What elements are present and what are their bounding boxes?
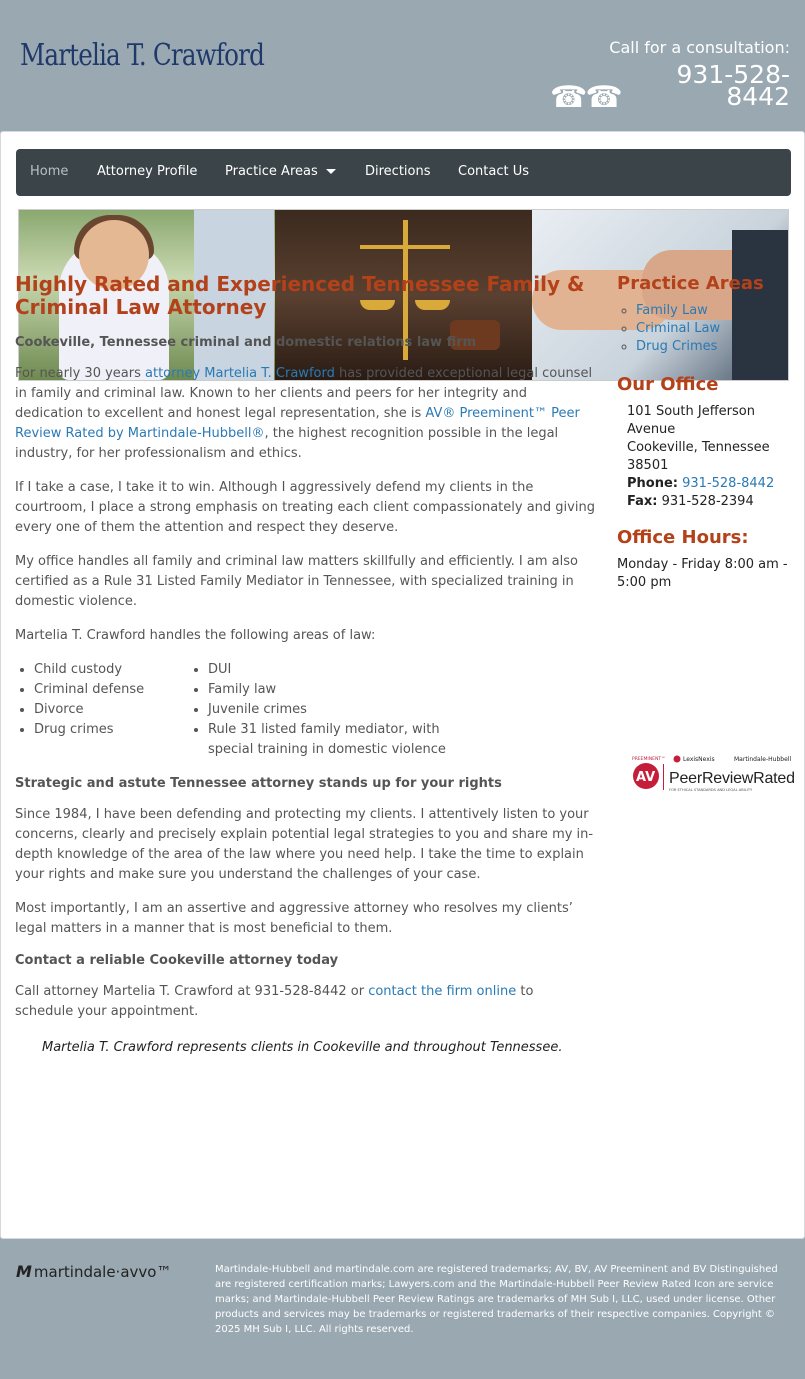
paragraph-win: If I take a case, I take it to win. Although I aggressively defend my clients in the courtroom, I place a strong emphasis on treating each client compassionately and giving every one of them the attention and respect they deserve. <box>15 480 595 535</box>
page-title: Highly Rated and Experienced Tennessee Family & Criminal Law Attorney <box>15 272 585 319</box>
list-item: • Juvenile crimes <box>208 700 489 720</box>
paragraph-since-1984: Since 1984, I have been defending and protecting my clients. I attentively listen to your concerns, clearly and precisely explain potential legal strategies to you and share my in-depth knowledge of the area of the law where you need help. I take the time to explain your rights and make sure you understand the challenges of your case. <box>15 807 594 882</box>
practice-family-law-link[interactable]: Family Law <box>636 303 708 318</box>
svg-text:FOR ETHICAL STANDARDS AND LEGA: FOR ETHICAL STANDARDS AND LEGAL ABILITY <box>669 788 753 792</box>
areas-list-right <box>189 660 489 760</box>
contact-firm-link[interactable]: contact the firm online <box>368 984 517 999</box>
list-item: • Divorce <box>34 700 189 720</box>
av-rating-link[interactable]: AV® Preeminent™ Peer Review Rated by Martindale-Hubbell® <box>15 406 580 441</box>
list-item: • Drug crimes <box>34 720 189 740</box>
svg-text:AV: AV <box>636 770 656 785</box>
practice-areas-list <box>617 302 802 356</box>
office-phone-link[interactable]: 931-528-8442 <box>682 476 775 491</box>
nav-directions[interactable]: Directions <box>365 164 431 179</box>
list-item: • DUI <box>208 660 489 680</box>
list-item: • Family law <box>208 680 489 700</box>
intro-paragraph: For nearly 30 years attorney Martelia T. Crawford has provided exceptional legal counsel in family and criminal law. Known to her clients and peers for her integrity and dedication to excellent and honest legal representation, she is AV® Preeminent™ Peer Review Rated by Martindale-Hubbell®, the highest recognition possible in the legal industry, for her professionalism and ethics. <box>15 366 593 461</box>
nav-attorney-profile[interactable]: Attorney Profile <box>97 164 198 179</box>
nav-practice-areas-label: Practice Areas <box>225 164 318 179</box>
section-subheading: Cookeville, Tennessee criminal and domestic relations law firm <box>15 335 477 350</box>
site-logo[interactable]: Martelia T. Crawford <box>20 38 265 73</box>
svg-text:PREEMINENT™: PREEMINENT™ <box>632 757 666 762</box>
list-item: • Rule 31 listed family mediator, with special training in domestic violence <box>208 720 489 760</box>
svg-text:Martindale-Hubbell: Martindale-Hubbell <box>734 756 792 763</box>
list-item: • Criminal defense <box>34 680 189 700</box>
caret-down-icon <box>326 169 336 174</box>
paragraph-areas-intro: Martelia T. Crawford handles the following areas of law: <box>15 628 376 643</box>
list-item: • Child custody <box>34 660 189 680</box>
areas-of-law-list <box>15 660 595 760</box>
martindale-avvo-logo[interactable]: M martindale·avvo™ <box>16 1262 172 1281</box>
site-header <box>0 0 805 132</box>
tagline: Martelia T. Crawford represents clients in Cookeville and throughout Tennessee. <box>42 1040 563 1055</box>
attorney-profile-link[interactable]: attorney Martelia T. Crawford <box>145 366 335 381</box>
nav-contact-us[interactable]: Contact Us <box>458 164 529 179</box>
office-hours: Monday - Friday 8:00 am - 5:00 pm <box>617 557 788 590</box>
office-hours-title: Office Hours: <box>617 527 749 548</box>
practice-criminal-law-link[interactable]: Criminal Law <box>636 321 721 336</box>
paragraph-assertive: Most importantly, I am an assertive and aggressive attorney who resolves my clients’ legal matters in a manner that is most beneficial to them. <box>15 901 573 936</box>
office-fax: Fax: 931-528-2394 <box>627 494 754 509</box>
address-line-1: 101 South Jefferson Avenue <box>627 404 755 437</box>
main-content <box>15 273 595 1055</box>
section-subheading-rights: Strategic and astute Tennessee attorney stands up for your rights <box>15 776 502 791</box>
paragraph-contact: Call attorney Martelia T. Crawford at 931-528-8442 or contact the firm online to schedule your appointment. <box>15 984 534 1019</box>
header-phone-number[interactable]: 931-528-8442 <box>676 60 790 111</box>
svg-text:PeerReviewRated: PeerReviewRated <box>669 770 795 787</box>
paragraph-office: My office handles all family and criminal law matters skillfully and efficiently. I am also certified as a Rule 31 Listed Family Mediator in Tennessee, with specialized training in domestic violence. <box>15 554 578 609</box>
nav-practice-areas[interactable] <box>225 164 336 179</box>
office-address <box>617 403 802 511</box>
phone-icon: ☎☎ <box>550 80 621 115</box>
office-phone: Phone: 931-528-8442 <box>627 476 775 491</box>
nav-home[interactable]: Home <box>30 164 69 179</box>
practice-areas-title: Practice Areas <box>617 273 764 294</box>
main-navbar <box>16 149 791 196</box>
address-line-2: Cookeville, Tennessee 38501 <box>627 440 770 473</box>
peer-review-rated-badge[interactable] <box>632 754 795 794</box>
consultation-label: Call for a consultation: <box>609 38 790 57</box>
practice-drug-crimes-link[interactable]: Drug Crimes <box>636 339 718 354</box>
section-subheading-contact: Contact a reliable Cookeville attorney today <box>15 953 339 968</box>
martindale-mark-icon: M <box>16 1262 30 1281</box>
sidebar <box>617 273 802 592</box>
footer-legal-text: Martindale-Hubbell and martindale.com are registered trademarks; AV, BV, AV Preeminent and BV Distinguished are registered certification marks; Lawyers.com and the Martindale-Hubbell Peer Review Rated Icon are service marks; and Martindale-Hubbell Peer Review Ratings are trademarks of MH Sub I, LLC, used under license. Other products and services may be trademarks or registered trademarks of their respective companies. Copyright © 2025 MH Sub I, LLC. All rights reserved. <box>215 1264 778 1335</box>
our-office-title: Our Office <box>617 374 719 395</box>
areas-list-left <box>15 660 189 760</box>
svg-text:LexisNexis: LexisNexis <box>683 756 715 763</box>
